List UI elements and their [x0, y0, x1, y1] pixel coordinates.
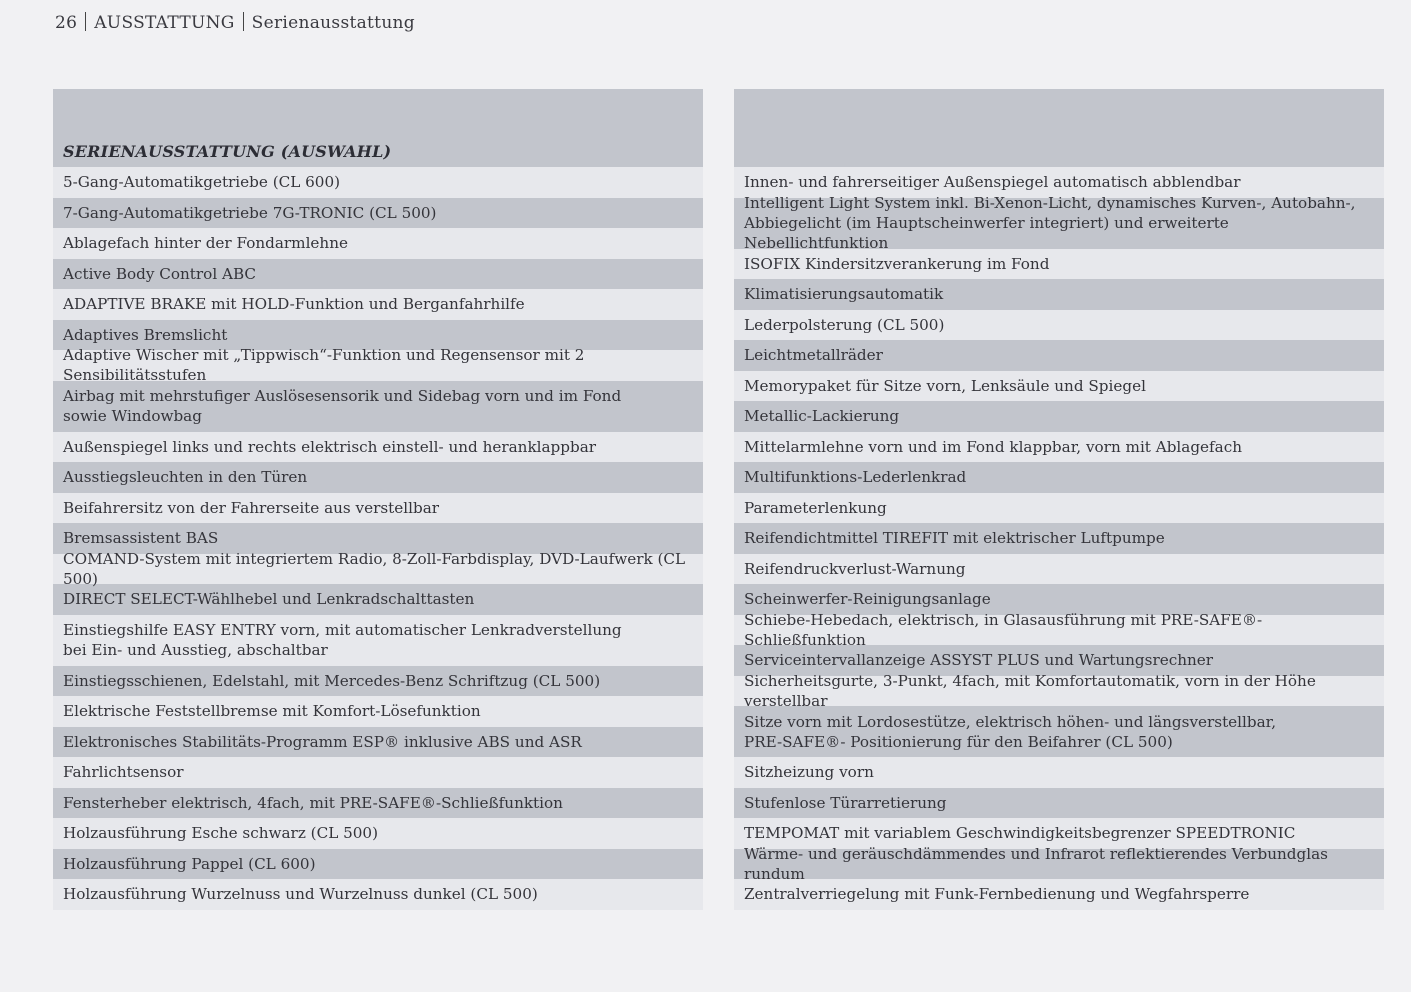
left-rows [53, 167, 703, 910]
list-item-label: Fahrlichtsensor [63, 763, 184, 782]
list-item [53, 666, 703, 697]
list-item-label: Holzausführung Esche schwarz (CL 500) [63, 824, 379, 843]
list-item-label: ADAPTIVE BRAKE mit HOLD-Funktion und Berganfahrhilfe [63, 295, 525, 314]
list-item-label: Active Body Control ABC [63, 264, 257, 283]
list-item [734, 462, 1384, 493]
list-item [53, 289, 703, 320]
table-title: SERIENAUSSTATTUNG (AUSWAHL) [63, 142, 392, 161]
list-item [53, 727, 703, 758]
list-item [53, 228, 703, 259]
list-item-label: Parameterlenkung [744, 498, 887, 517]
list-item [734, 523, 1384, 554]
list-item [53, 259, 703, 290]
list-item-label: Holzausführung Pappel (CL 600) [63, 854, 316, 873]
list-item [53, 615, 703, 666]
list-item-label: TEMPOMAT mit variablem Geschwindigkeitsbegrenzer SPEEDTRONIC [744, 824, 1296, 843]
list-item [734, 432, 1384, 463]
list-item [53, 167, 703, 198]
list-item [734, 671, 1384, 710]
list-item [734, 371, 1384, 402]
list-item-label: Mittelarmlehne vorn und im Fond klappbar, vorn mit Ablagefach [744, 437, 1243, 456]
list-item [53, 849, 703, 880]
running-head [55, 12, 415, 33]
list-item [53, 432, 703, 463]
list-item-label: COMAND-System mit integriertem Radio, 8-Zoll-Farbdisplay, DVD-Laufwerk (CL 500) [63, 549, 686, 588]
list-item-label: Wärme- und geräuschdämmendes und Infrarot reflektierendes Verbundglas rundum [744, 844, 1328, 883]
list-item [53, 818, 703, 849]
section-title: AUSSTATTUNG [94, 13, 235, 33]
list-item-label: Elektronisches Stabilitäts-Programm ESP® inklusive ABS und ASR [63, 732, 582, 751]
table-header [53, 89, 703, 167]
list-item-label: Ausstiegsleuchten in den Türen [63, 468, 308, 487]
separator [85, 12, 86, 31]
list-item-label: Außenspiegel links und rechts elektrisch einstell- und heranklappbar [63, 437, 597, 456]
right-rows [734, 167, 1384, 910]
list-item-label: Zentralverriegelung mit Funk-Fernbedienung und Wegfahrsperre [744, 885, 1250, 904]
right-equipment-table [734, 89, 1384, 910]
separator [243, 12, 244, 31]
list-item [53, 462, 703, 493]
list-item [53, 346, 703, 385]
list-item [53, 879, 703, 910]
list-item-label: Intelligent Light System inkl. Bi-Xenon-Licht, dynamisches Kurven-, Autobahn-, Abbiegelicht (im Hauptscheinwerfer integriert) und erweiterte Nebellichtfunktion [744, 194, 1356, 252]
list-item [53, 757, 703, 788]
subsection-title: Serienausstattung [251, 13, 415, 33]
list-item-label: Reifendruckverlust-Warnung [744, 559, 966, 578]
list-item-label: Adaptive Wischer mit „Tippwisch“-Funktion und Regensensor mit 2 Sensibilitätsstufen [63, 346, 585, 385]
list-item-label: ISOFIX Kindersitzverankerung im Fond [744, 254, 1050, 273]
list-item [734, 340, 1384, 371]
table-header [734, 89, 1384, 167]
list-item-label: Lederpolsterung (CL 500) [744, 315, 945, 334]
list-item [53, 381, 703, 432]
list-item [734, 310, 1384, 341]
list-item [734, 706, 1384, 757]
list-item-label: Fensterheber elektrisch, 4fach, mit PRE-SAFE®-Schließfunktion [63, 793, 563, 812]
list-item-label: Memorypaket für Sitze vorn, Lenksäule und Spiegel [744, 376, 1146, 395]
list-item-label: Einstiegshilfe EASY ENTRY vorn, mit automatischer Lenkradverstellung bei Ein- und Ausstieg, abschaltbar [63, 621, 622, 659]
list-item [734, 194, 1384, 252]
list-item-label: 5-Gang-Automatikgetriebe (CL 600) [63, 173, 341, 192]
list-item-label: Multifunktions-Lederlenkrad [744, 468, 967, 487]
list-item [734, 493, 1384, 524]
list-item-label: Leichtmetallräder [744, 346, 883, 365]
page-number: 26 [55, 13, 78, 33]
list-item [734, 279, 1384, 310]
list-item-label: Holzausführung Wurzelnuss und Wurzelnuss dunkel (CL 500) [63, 885, 538, 904]
list-item-label: Sicherheitsgurte, 3-Punkt, 4fach, mit Komfortautomatik, vorn in der Höhe verstellbar [744, 671, 1316, 710]
list-item [734, 249, 1384, 280]
list-item-label: Airbag mit mehrstufiger Auslösesensorik und Sidebag vorn und im Fond sowie Windowbag [63, 387, 622, 425]
list-item-label: Scheinwerfer-Reinigungsanlage [744, 590, 991, 609]
list-item-label: Ablagefach hinter der Fondarmlehne [63, 234, 348, 253]
left-equipment-table [53, 89, 703, 910]
list-item-label: Innen- und fahrerseitiger Außenspiegel automatisch abblendbar [744, 173, 1241, 192]
list-item [53, 493, 703, 524]
list-item-label: Adaptives Bremslicht [63, 325, 228, 344]
list-item-label: Einstiegsschienen, Edelstahl, mit Mercedes-Benz Schriftzug (CL 500) [63, 671, 601, 690]
list-item [734, 757, 1384, 788]
list-item-label: Stufenlose Türarretierung [744, 793, 947, 812]
list-item-label: Serviceintervallanzeige ASSYST PLUS und Wartungsrechner [744, 651, 1214, 670]
list-item [53, 696, 703, 727]
list-item [734, 788, 1384, 819]
list-item [53, 788, 703, 819]
list-item [734, 401, 1384, 432]
list-item [53, 549, 703, 588]
list-item-label: 7-Gang-Automatikgetriebe 7G-TRONIC (CL 500) [63, 203, 437, 222]
list-item-label: Sitze vorn mit Lordosestütze, elektrisch höhen- und längsverstellbar, PRE-SAFE®- Positionierung für den Beifahrer (CL 500) [744, 712, 1277, 751]
list-item [734, 554, 1384, 585]
list-item-label: Beifahrersitz von der Fahrerseite aus verstellbar [63, 498, 440, 517]
list-item [734, 844, 1384, 883]
list-item-label: Metallic-Lackierung [744, 407, 900, 426]
list-item [53, 198, 703, 229]
list-item-label: Schiebe-Hebedach, elektrisch, in Glasausführung mit PRE-SAFE®-Schließfunktion [744, 610, 1263, 649]
list-item-label: DIRECT SELECT-Wählhebel und Lenkradschalttasten [63, 590, 475, 609]
list-item-label: Klimatisierungsautomatik [744, 285, 944, 304]
list-item-label: Sitzheizung vorn [744, 763, 874, 782]
list-item-label: Reifendichtmittel TIREFIT mit elektrischer Luftpumpe [744, 529, 1165, 548]
list-item [734, 610, 1384, 649]
list-item-label: Bremsassistent BAS [63, 529, 219, 548]
list-item-label: Elektrische Feststellbremse mit Komfort-Lösefunktion [63, 702, 481, 721]
